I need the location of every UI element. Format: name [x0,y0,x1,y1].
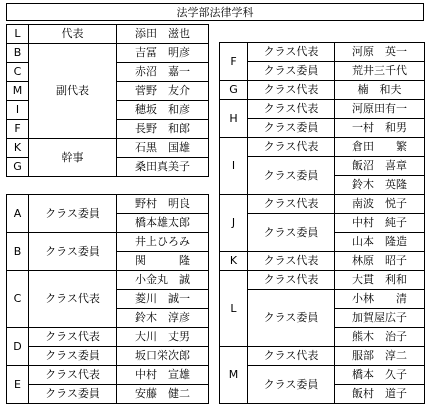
member-name: 林原 昭子 [335,252,425,271]
member-name: 荒井三千代 [335,62,425,81]
role-cell: 副代表 [29,44,117,139]
role-cell: クラス代表 [248,252,335,271]
class-letter: G [220,81,248,100]
member-name: 添田 滋也 [117,25,209,44]
member-name: 飯沼 喜章 [335,157,425,176]
table-row [220,138,425,157]
member-name: 熊木 治子 [335,328,425,347]
class-letter: K [220,252,248,271]
member-name: 加賀屋広子 [335,309,425,328]
table-row [7,347,209,366]
role-cell: クラス代表 [248,347,335,366]
class-letter: M [7,82,29,101]
table-row [220,290,425,309]
table-row [7,25,209,44]
class-letter: H [220,100,248,138]
class-letter: I [220,138,248,195]
table-row [220,366,425,385]
table-row [220,62,425,81]
member-name: 飯村 道子 [335,385,425,404]
role-cell: クラス代表 [248,138,335,157]
member-name: 小金丸 誠 [117,271,209,290]
table-row [220,81,425,100]
role-cell: クラス代表 [29,366,117,385]
class-letter: A [7,195,29,233]
class-letter: K [7,139,29,158]
table-row [7,139,209,158]
class-right-table [219,42,425,404]
table-row [7,233,209,252]
class-letter: L [220,271,248,347]
class-letter: F [7,120,29,139]
role-cell: クラス代表 [248,100,335,119]
class-letter: E [7,366,29,404]
member-name: 桑田真美子 [117,158,209,177]
table-row [220,252,425,271]
role-cell: クラス代表 [248,195,335,214]
member-name: 河原田有一 [335,100,425,119]
role-cell: クラス代表 [248,81,335,100]
role-cell: クラス代表 [29,328,117,347]
table-row [220,43,425,62]
page-title: 法学部法律学科 [6,3,424,21]
member-name: 河原 英一 [335,43,425,62]
member-name: 鈴木 淳彦 [117,309,209,328]
member-name: 橋本雄太郎 [117,214,209,233]
class-left-table [6,194,209,404]
member-name: 菅野 友介 [117,82,209,101]
role-cell: クラス委員 [29,195,117,233]
member-name: 楠 和夫 [335,81,425,100]
member-name: 安藤 健二 [117,385,209,404]
role-cell: 代表 [29,25,117,44]
member-name: 服部 淳二 [335,347,425,366]
class-letter: B [7,233,29,271]
role-cell: 幹事 [29,139,117,177]
table-row [220,157,425,176]
member-name: 赤沼 嘉一 [117,63,209,82]
class-letter: M [220,347,248,404]
class-letter: G [7,158,29,177]
table-row [220,100,425,119]
member-name: 中村 宣雄 [117,366,209,385]
member-name: 関 隆 [117,252,209,271]
member-name: 山本 隆造 [335,233,425,252]
class-letter: J [220,195,248,252]
table-row [220,119,425,138]
role-cell: クラス委員 [248,157,335,195]
member-name: 一村 和男 [335,119,425,138]
role-cell: クラス委員 [248,214,335,252]
role-cell: クラス委員 [29,385,117,404]
table-row [220,347,425,366]
table-row [7,195,209,214]
member-name: 南波 悦子 [335,195,425,214]
class-letter: L [7,25,29,44]
role-cell: クラス委員 [29,233,117,271]
role-cell: クラス委員 [248,290,335,347]
member-name: 坂口栄次郎 [117,347,209,366]
member-name: 菱川 誠一 [117,290,209,309]
table-row [220,195,425,214]
role-cell: クラス代表 [248,271,335,290]
member-name: 大貫 利和 [335,271,425,290]
member-name: 石黒 国雄 [117,139,209,158]
role-cell: クラス代表 [248,43,335,62]
class-letter: C [7,271,29,328]
member-name: 吉冨 明彦 [117,44,209,63]
table-row [7,366,209,385]
table-row [220,271,425,290]
member-name: 大川 丈男 [117,328,209,347]
table-row [7,328,209,347]
role-cell: クラス委員 [29,347,117,366]
member-name: 中村 純子 [335,214,425,233]
member-name: 穂坂 和彦 [117,101,209,120]
class-letter: F [220,43,248,81]
role-cell: クラス委員 [248,62,335,81]
role-cell: クラス代表 [29,271,117,328]
member-name: 倉田 繁 [335,138,425,157]
class-letter: D [7,328,29,366]
officers-table [6,24,209,177]
member-name: 橋本 久子 [335,366,425,385]
member-name: 野村 明良 [117,195,209,214]
member-name: 鈴木 英隆 [335,176,425,195]
table-row [7,271,209,290]
class-letter: B [7,44,29,63]
role-cell: クラス委員 [248,366,335,404]
class-letter: C [7,63,29,82]
table-row [220,214,425,233]
table-row [7,44,209,63]
table-row [7,385,209,404]
class-letter: I [7,101,29,120]
member-name: 井上ひろみ [117,233,209,252]
role-cell: クラス委員 [248,119,335,138]
member-name: 長野 和郎 [117,120,209,139]
member-name: 小林 清 [335,290,425,309]
